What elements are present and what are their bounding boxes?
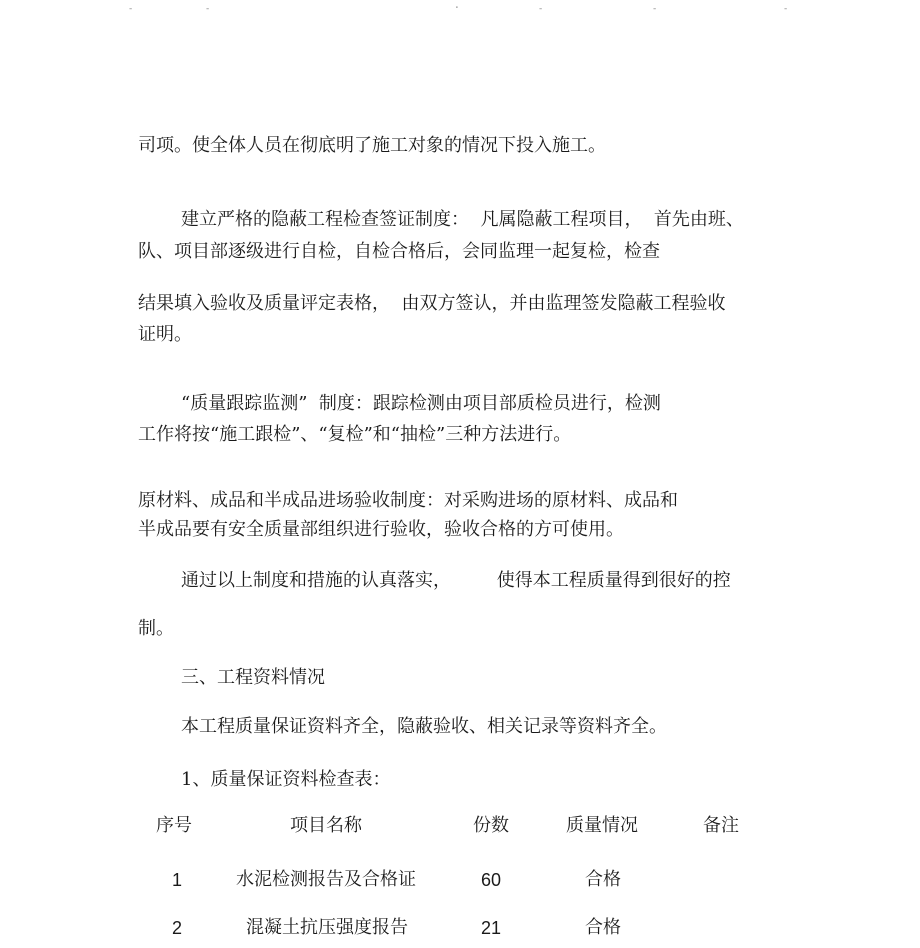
- row-name: 混凝土抗压强度报告: [246, 917, 408, 938]
- header-mark: -: [784, 4, 788, 14]
- paragraph-materials-line: 半成品要有安全质量部组织进行验收，验收合格的方可使用。: [138, 519, 624, 540]
- paragraph-concealed-works-line: 队、项目部逐级进行自检，自检合格后，会同监理一起复检，检查: [138, 241, 660, 262]
- row-quality: 合格: [585, 869, 621, 890]
- paragraph-tracking-line: 工作将按“施工跟检”、“复检”和“抽检”三种方法进行。: [138, 424, 572, 445]
- row-count: 21: [481, 918, 502, 938]
- header-remark: 备注: [703, 815, 739, 836]
- header-mark: -: [129, 4, 133, 14]
- paragraph-concealed-works-line: 证明。: [138, 324, 192, 345]
- paragraph-documents: 本工程质量保证资料齐全，隐蔽验收、相关记录等资料齐全。: [181, 716, 667, 737]
- paragraph-summary-line: 制。: [138, 618, 174, 639]
- row-seq: 2: [172, 918, 183, 938]
- paragraph-concealed-works-line: 结果填入验收及质量评定表格， 由双方签认，并由监理签发隐蔽工程验收: [138, 293, 726, 314]
- row-count: 60: [481, 870, 502, 890]
- header-quality: 质量情况: [566, 815, 638, 836]
- header-mark: -: [539, 4, 543, 14]
- paragraph-continuation: 司项。使全体人员在彻底明了施工对象的情况下投入施工。: [138, 135, 606, 156]
- header-seq: 序号: [156, 815, 192, 836]
- paragraph-summary-line: 通过以上制度和措施的认真落实， 使得本工程质量得到很好的控: [181, 570, 731, 591]
- header-count: 份数: [473, 815, 509, 836]
- header-mark: ⠂: [455, 4, 462, 14]
- paragraph-tracking-line: “质量跟踪监测” 制度：跟踪检测由项目部质检员进行，检测: [181, 393, 661, 414]
- paragraph-concealed-works-line: 建立严格的隐蔽工程检查签证制度： 凡属隐蔽工程项目， 首先由班、: [181, 209, 744, 230]
- row-seq: 1: [172, 870, 183, 890]
- header-mark: -: [206, 4, 210, 14]
- row-name: 水泥检测报告及合格证: [236, 869, 416, 890]
- section-title: 三、工程资料情况: [181, 667, 325, 688]
- header-name: 项目名称: [290, 815, 362, 836]
- header-mark: -: [653, 4, 657, 14]
- table-title: 1、质量保证资料检查表：: [181, 769, 391, 790]
- row-quality: 合格: [585, 917, 621, 938]
- paragraph-materials-line: 原材料、成品和半成品进场验收制度：对采购进场的原材料、成品和: [138, 490, 678, 511]
